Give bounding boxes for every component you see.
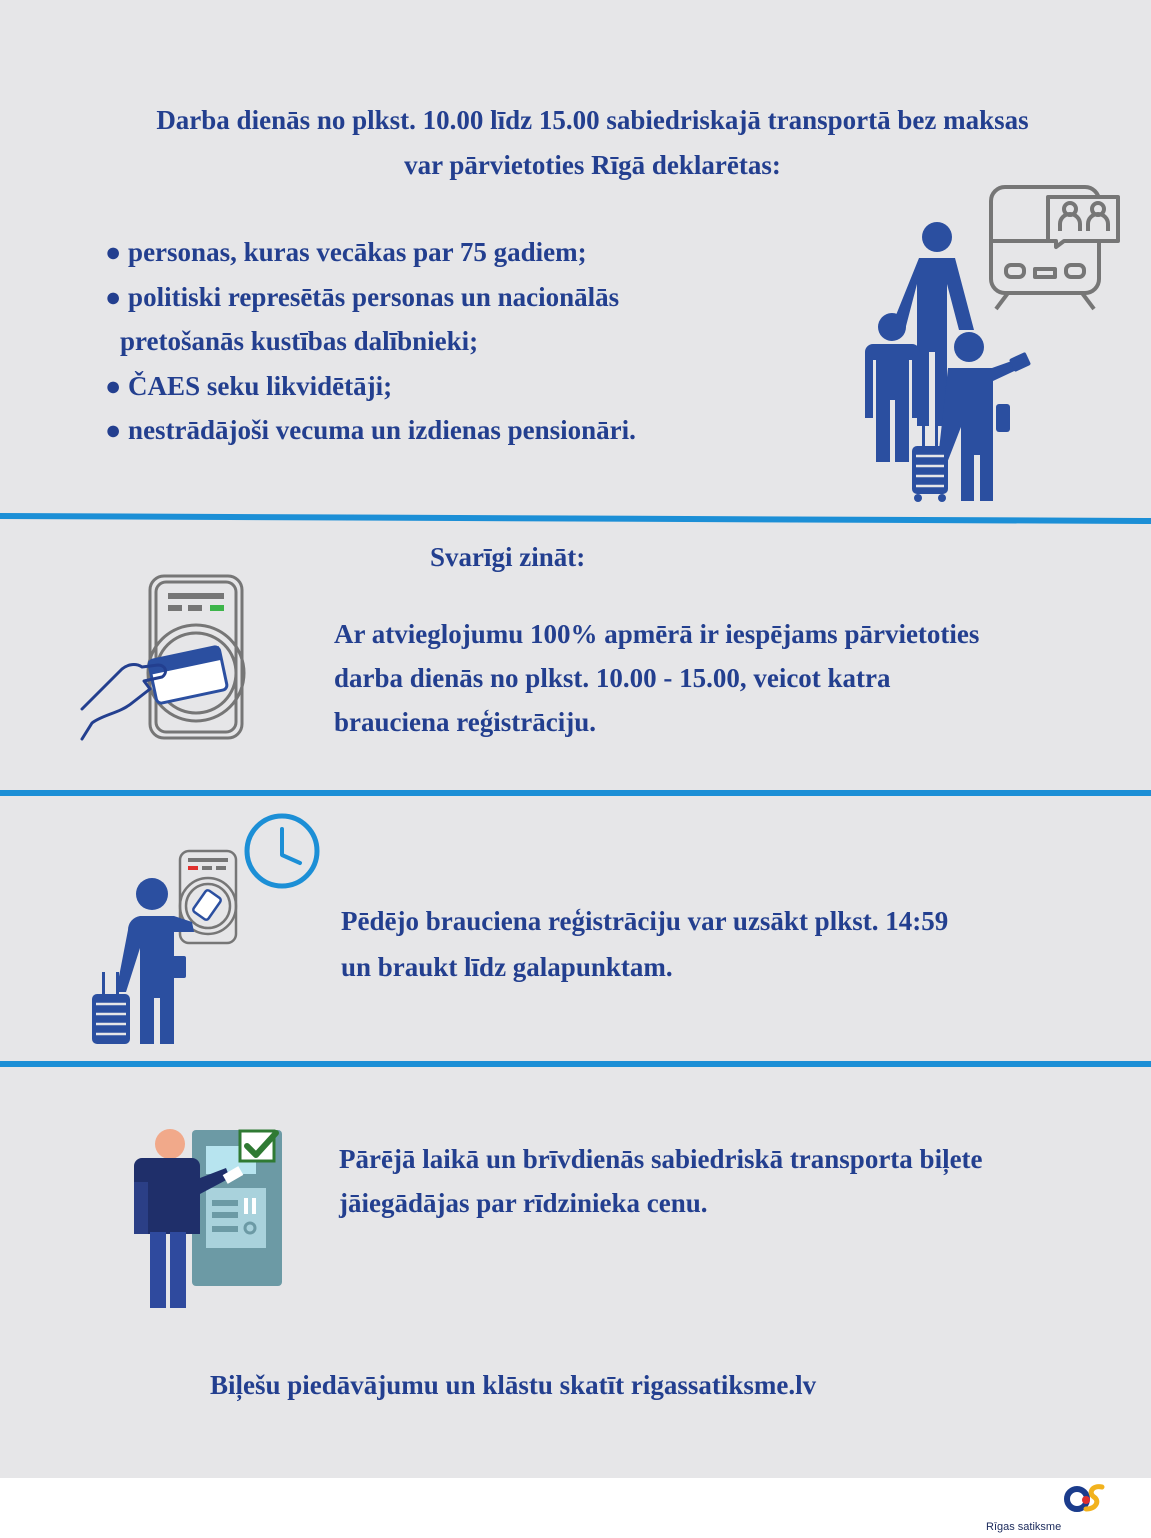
important-text — [334, 612, 979, 744]
list-item: pretošanās kustības dalībnieki; — [120, 326, 479, 356]
offer-link-text: Biļešu piedāvājumu un klāstu skatīt rigassatiksme.lv — [210, 1370, 817, 1400]
important-line-1: Ar atvieglojumu 100% apmērā ir iespējams pārvietoties — [334, 619, 980, 649]
brand-name: Rīgas satiksme — [986, 1521, 1062, 1533]
other-time-line-1: Pārējā laikā un brīvdienās sabiedriskā transporta biļete — [339, 1144, 983, 1174]
last-registration-text — [341, 898, 948, 990]
section-divider — [0, 1061, 1151, 1067]
clock-icon — [243, 812, 321, 890]
page-title — [60, 98, 1125, 188]
footer — [0, 1478, 1151, 1538]
other-time-line-2: jāiegādājas par rīdzinieka cenu. — [339, 1188, 708, 1218]
last-registration-line-2: un braukt līdz galapunktam. — [341, 952, 673, 982]
passengers-icon — [864, 220, 1044, 504]
last-registration-line-1: Pēdējo brauciena reģistrāciju var uzsākt plkst. 14:59 — [341, 906, 949, 936]
validator-card-icon — [78, 573, 250, 743]
list-item: ● personas, kuras vecākas par 75 gadiem; — [105, 237, 587, 267]
list-item: ● nestrādājoši vecuma un izdienas pensionāri. — [105, 415, 636, 445]
section-title: Svarīgi zināt: — [430, 542, 586, 572]
list-item: ● politiski represētās personas un nacionālās — [105, 281, 620, 312]
rigas-satiksme-logo-icon — [1064, 1483, 1108, 1515]
checkmark-icon — [238, 1129, 280, 1165]
page-title-line-1: Darba dienās no plkst. 10.00 līdz 15.00 sabiedriskajā transportā bez maksas — [156, 105, 1029, 135]
important-line-3: brauciena reģistrāciju. — [334, 707, 596, 737]
important-line-2: darba dienās no plkst. 10.00 - 15.00, veicot katra — [334, 663, 891, 693]
section-divider — [0, 513, 1151, 524]
list-item: ● ČAES seku likvidētāji; — [105, 370, 393, 401]
traveler-validator-icon — [90, 848, 240, 1048]
page-title-line-2: var pārvietoties Rīgā deklarētas: — [404, 150, 781, 180]
section-divider — [0, 790, 1151, 796]
eligible-list — [105, 230, 636, 453]
other-time-text — [339, 1137, 983, 1225]
